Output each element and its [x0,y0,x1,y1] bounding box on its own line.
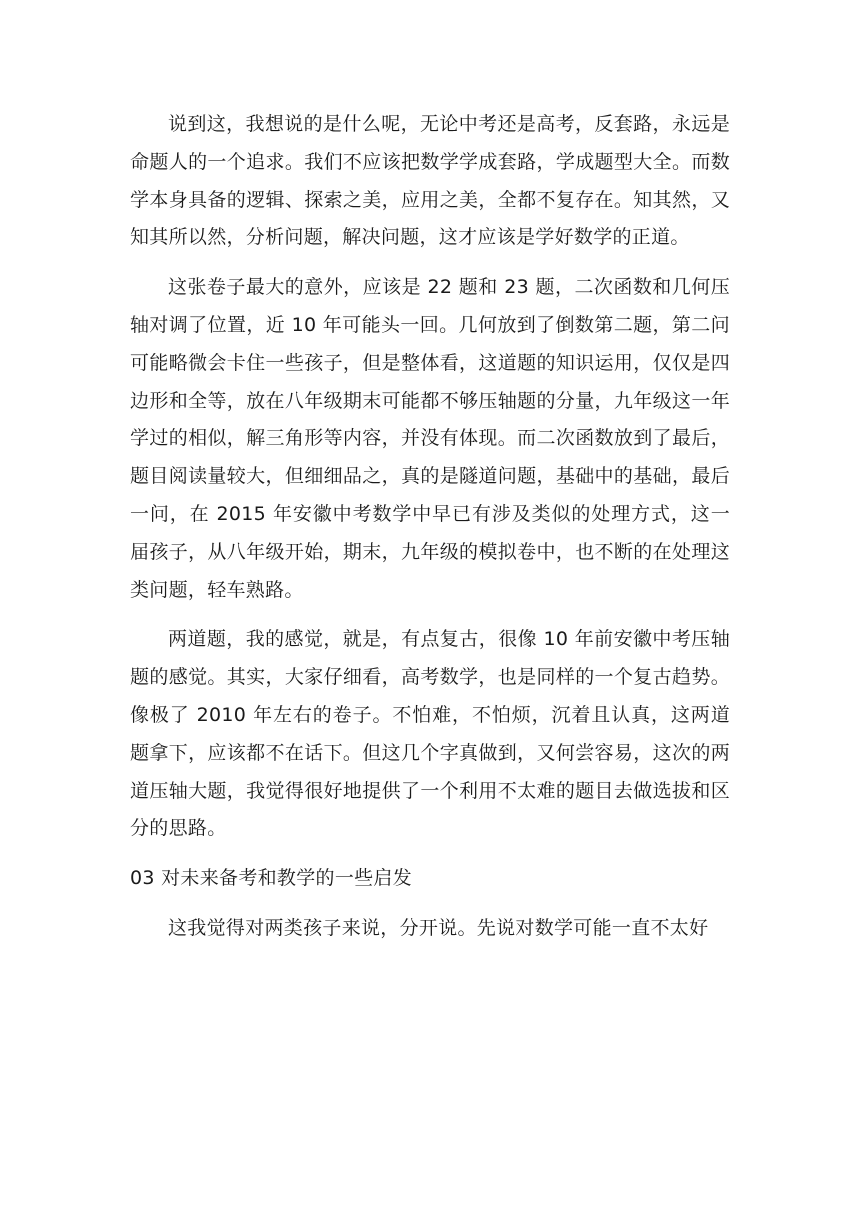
section-heading: 03 对未来备考和教学的一些启发 [130,867,413,890]
paragraph-question-22-23: 这张卷子最大的意外，应该是 22 题和 23 题，二次函数和几何压轴对调了位置，近 10 年可能头一回。几何放到了倒数第二题，第二问可能略微会卡住一些孩子，但是整体看，这道题的知识运用，仅仅是四边形和全等，放在八年级期末可能都不够压轴题的分量，九年级这一年学过的相似，解三角形等内容，并没有体现。而二次函数放到了最后，题目阅读量较大，但细细品之，真的是隧道问题，基础中的基础，最后一问，在 2015 年安徽中考数学中早已有涉及类似的处理方式，这一届孩子，从八年级开始，期末，九年级的模拟卷中，也不断的在处理这类问题，轻车熟路。 [130,276,730,601]
document-page [130,106,730,948]
paragraph-retro-trend: 两道题，我的感觉，就是，有点复古，很像 10 年前安徽中考压轴题的感觉。其实，大家仔细看，高考数学，也是同样的一个复古趋势。像极了 2010 年左右的卷子。不怕难，不怕烦，沉着且认真，这两道题拿下，应该都不在话下。但这几个字真做到，又何尝容易，这次的两道压轴大题，我觉得很好地提供了一个利用不太难的题目去做选拔和区分的思路。 [130,628,730,840]
paragraph-two-types-students: 这我觉得对两类孩子来说，分开说。先说对数学可能一直不太好 [168,916,709,939]
paragraph-anti-routine: 说到这，我想说的是什么呢，无论中考还是高考，反套路，永远是命题人的一个追求。我们不应该把数学学成套路，学成题型大全。而数学本身具备的逻辑、探索之美，应用之美，全都不复存在。知其然，又知其所以然，分析问题，解决问题，这才应该是学好数学的正道。 [130,113,730,249]
